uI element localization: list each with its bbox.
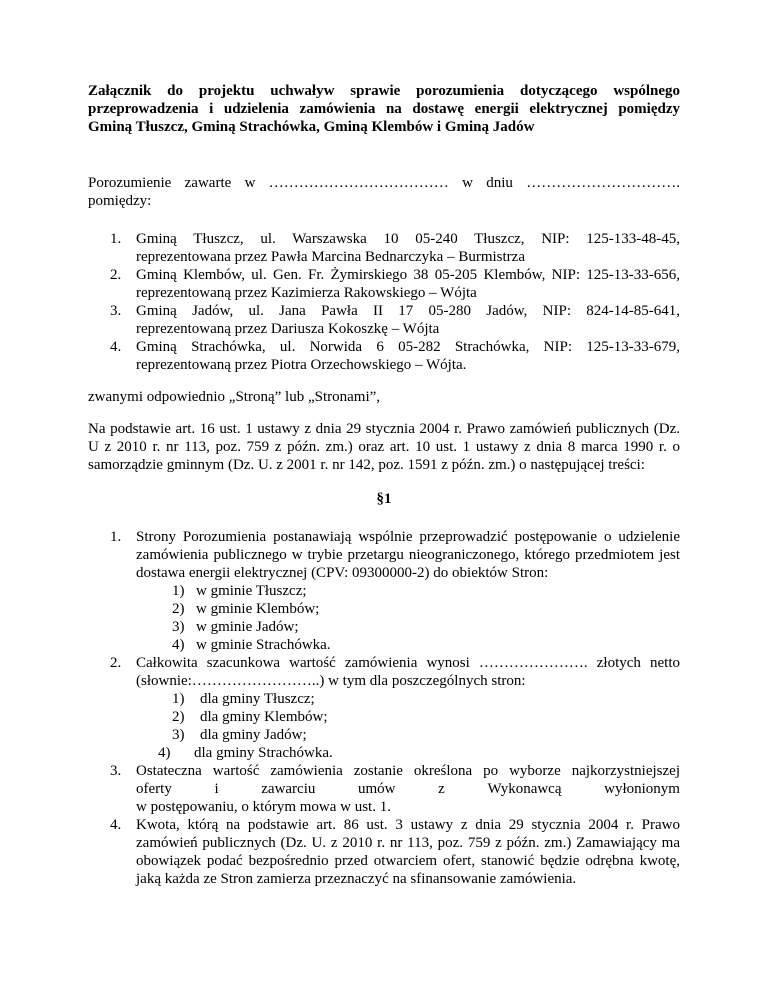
- sub-text: dla gminy Strachówka.: [194, 745, 333, 761]
- agreement-intro: [88, 174, 680, 210]
- paragraph-number: 1.: [110, 529, 122, 545]
- paragraph-item: [88, 528, 680, 654]
- sub-item: [136, 744, 680, 762]
- intro-line: pomiędzy:: [88, 193, 152, 209]
- party-item: [88, 338, 680, 374]
- party-representative: reprezentowaną przez Kazimierza Rakowskiego – Wójta: [136, 285, 477, 301]
- party-line: Gminą Strachówka, ul. Norwida 6 05-282 Strachówka, NIP: 125-13-33-679,: [136, 339, 680, 355]
- party-item: [88, 302, 680, 338]
- sub-number: 4): [172, 637, 185, 653]
- sub-item: [136, 708, 680, 726]
- paragraph-line: w postępowaniu, o którym mowa w ust. 1.: [136, 799, 391, 815]
- party-item: [88, 230, 680, 266]
- sub-list: [136, 582, 680, 654]
- sub-number: 3): [172, 619, 185, 635]
- document-title: [88, 82, 680, 136]
- sub-number: 1): [172, 691, 185, 707]
- party-line: Gminą Klembów, ul. Gen. Fr. Żymirskiego 38 05-205 Klembów, NIP: 125-13-33-656,: [136, 267, 680, 283]
- paragraph-number: 3.: [110, 763, 122, 779]
- party-representative: reprezentowaną przez Piotra Orzechowskiego – Wójta.: [136, 357, 467, 373]
- sub-number: 4): [158, 745, 171, 761]
- paragraph-text: Kwota, którą na podstawie art. 86 ust. 3 ustawy z dnia 29 stycznia 2004 r. Prawo zamówień publicznych (Dz. U. z 2010 r. nr 113, poz. 759 z późn. zm.) Zamawiający ma obowiązek podać bezpośrednio przed otwarciem ofert, stanowić będzie odrębna kwotę, jaką każda ze Stron zamierza przeznaczyć na sfinansowanie zamówienia.: [136, 817, 680, 887]
- party-number: 1.: [110, 231, 122, 247]
- section-heading: §1: [376, 491, 392, 507]
- sub-text: w gminie Klembów;: [196, 601, 320, 617]
- word: i: [214, 781, 219, 797]
- word: z: [438, 781, 445, 797]
- paragraph-line-spread: [136, 780, 680, 798]
- party-representative: reprezentowana przez Pawła Marcina Bednarczyka – Burmistrza: [136, 249, 525, 265]
- sub-text: w gminie Tłuszcz;: [196, 583, 307, 599]
- parties-list: [88, 230, 680, 374]
- sub-item: [136, 582, 680, 600]
- word: wyłonionym: [604, 781, 680, 797]
- document-page: [88, 82, 680, 888]
- title-line: Załącznik do projektu uchwaływ sprawie porozumienia dotyczącego wspólnego: [88, 83, 680, 99]
- sub-item: [136, 636, 680, 654]
- intro-line: Porozumienie zawarte w ……………………………… w dniu ………………………….: [88, 175, 680, 191]
- parties-naming: zwanymi odpowiednio „Stroną” lub „Stronami”,: [88, 389, 381, 405]
- party-item: [88, 266, 680, 302]
- party-representative: reprezentowaną przez Dariusza Kokoszkę – Wójta: [136, 321, 440, 337]
- section-paragraphs: [88, 528, 680, 888]
- paragraph-text: Całkowita szacunkowa wartość zamówienia wynosi …………………. złotych netto (słownie:……………………..) w tym dla poszczególnych stron:: [136, 655, 680, 689]
- sub-number: 2): [172, 709, 185, 725]
- party-number: 4.: [110, 339, 122, 355]
- party-line: Gminą Tłuszcz, ul. Warszawska 10 05-240 Tłuszcz, NIP: 125-133-48-45,: [136, 231, 680, 247]
- paragraph-number: 4.: [110, 817, 122, 833]
- paragraph-item: [88, 762, 680, 816]
- sub-item: [136, 600, 680, 618]
- sub-number: 2): [172, 601, 185, 617]
- title-line: przeprowadzenia i udzielenia zamówienia na dostawę energii elektrycznej pomiędzy: [88, 101, 680, 117]
- sub-text: w gminie Strachówka.: [196, 637, 331, 653]
- word: zawarciu: [261, 781, 316, 797]
- paragraph-item: [88, 816, 680, 888]
- sub-list: [136, 690, 680, 762]
- party-line: Gminą Jadów, ul. Jana Pawła II 17 05-280 Jadów, NIP: 824-14-85-641,: [136, 303, 680, 319]
- party-number: 2.: [110, 267, 122, 283]
- paragraph-item: [88, 654, 680, 762]
- sub-text: dla gminy Klembów;: [200, 709, 328, 725]
- party-number: 3.: [110, 303, 122, 319]
- title-line: Gminą Tłuszcz, Gminą Strachówka, Gminą Klembów i Gminą Jadów: [88, 119, 535, 135]
- word: umów: [358, 781, 396, 797]
- sub-item: [136, 690, 680, 708]
- sub-number: 3): [172, 727, 185, 743]
- paragraph-number: 2.: [110, 655, 122, 671]
- word: oferty: [136, 781, 172, 797]
- paragraph-line: Ostateczna wartość zamówienia zostanie określona po wyborze najkorzystniejszej: [136, 763, 680, 779]
- sub-text: w gminie Jadów;: [196, 619, 299, 635]
- sub-item: [136, 726, 680, 744]
- paragraph-text: Strony Porozumienia postanawiają wspólnie przeprowadzić postępowanie o udzielenie zamówienia publicznego w trybie przetargu nieograniczonego, którego przedmiotem jest dostawa energii elektrycznej (CPV: 09300000-2) do obiektów Stron:: [136, 529, 680, 581]
- legal-basis: Na podstawie art. 16 ust. 1 ustawy z dnia 29 stycznia 2004 r. Prawo zamówień publicznych (Dz. U z 2010 r. nr 113, poz. 759 z późn. zm.) oraz art. 10 ust. 1 ustawy z dnia 8 marca 1990 r. o samorządzie gminnym (Dz. U. z 2001 r. nr 142, poz. 1591 z późn. zm.) o następującej treści:: [88, 421, 680, 473]
- word: Wykonawcą: [487, 781, 562, 797]
- sub-number: 1): [172, 583, 185, 599]
- sub-text: dla gminy Jadów;: [200, 727, 307, 743]
- sub-item: [136, 618, 680, 636]
- sub-text: dla gminy Tłuszcz;: [200, 691, 315, 707]
